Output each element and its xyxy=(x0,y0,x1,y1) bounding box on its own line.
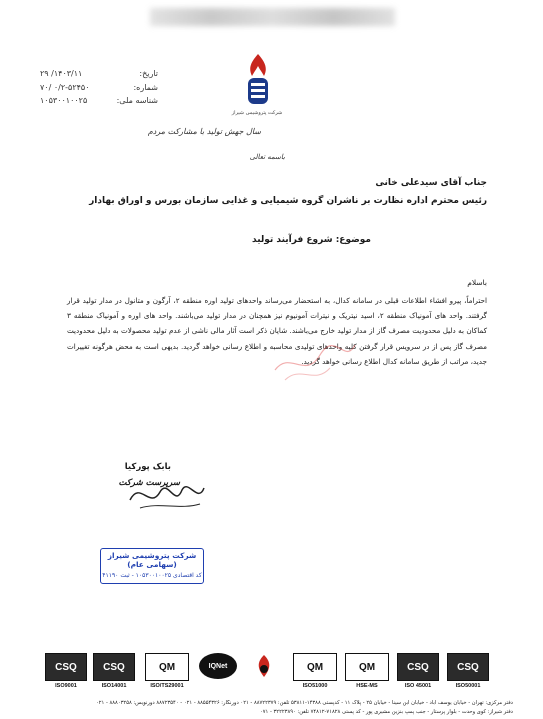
cert-label: HSE-MS xyxy=(356,683,378,689)
redacted-strip xyxy=(150,8,395,26)
iqnet-logo-icon: IQNet xyxy=(199,653,237,679)
opening-invocation: باسمه تعالی xyxy=(249,153,285,161)
watermark-scribble-icon xyxy=(270,330,360,390)
date-value: ۱۴۰۳/۱۱/ ۲۹ xyxy=(40,69,83,78)
addressee: جناب آقای سیدعلی خانی xyxy=(375,178,487,188)
date-row xyxy=(40,67,158,81)
national-id-row xyxy=(40,94,158,108)
handwritten-signature-icon xyxy=(120,470,210,520)
cert-iso45001 xyxy=(397,653,439,689)
certification-strip xyxy=(45,653,495,693)
csq-logo-icon: CSQ xyxy=(397,653,439,681)
national-id-value: ۱۰۵۳۰۰۱۰۰۲۵ xyxy=(40,96,88,105)
date-label: تاریخ: xyxy=(139,69,158,78)
qm-logo-icon: QM xyxy=(145,653,189,681)
number-label: شماره: xyxy=(133,82,158,92)
cert-label: ISO51000 xyxy=(302,683,328,689)
cert-label: ISO14001 xyxy=(101,683,127,689)
footer-shiraz-office: دفتر شیراز: کوی وحدت - بلوار پرستار - جنب پمپ بنزین مشیری پور - کد پستی ۷۱۸۲۸-۷۴۸۱۲ تلفن: ۳۲۲۲۳۸۹۰ - ۰۷۱ xyxy=(259,709,513,715)
number-value: ۰/۲-۵۲۴۵۰ /۷۰ xyxy=(40,82,90,92)
greeting: باسلام xyxy=(467,278,487,287)
cert-iso50001 xyxy=(447,653,489,689)
qm-logo-icon: QM xyxy=(345,653,389,681)
logo-caption: شرکت پتروشیمی شیراز xyxy=(231,110,283,116)
addressee-role: رئیس محترم اداره نظارت بر ناشران گروه شیمیایی و غذایی سازمان بورس و اوراق بهادار xyxy=(89,196,487,206)
cert-badge xyxy=(250,653,278,685)
signatory-name: بابک پورکیا xyxy=(124,462,171,472)
subject-line: موضوع: شروع فرآیند تولید xyxy=(252,235,371,245)
cert-label: ISO 45001 xyxy=(404,683,432,689)
cert-label: ISO/TS29001 xyxy=(150,683,184,689)
national-id-label: شناسه ملی: xyxy=(116,96,158,105)
qm-logo-icon: QM xyxy=(293,653,337,681)
stamp-registration: کد اقتصادی ۱۰۵۳۰۰۱۰۰۲۵ - ثبت ۴۱۱۹۰ xyxy=(102,572,202,579)
cert-iso14001 xyxy=(93,653,135,689)
cert-iso-ts29001 xyxy=(145,653,189,689)
cert-label: ISO9001 xyxy=(55,683,77,689)
letter-metadata xyxy=(40,67,158,108)
number-row xyxy=(40,81,158,95)
flame-badge-icon xyxy=(250,653,278,679)
motto: سال جهش تولید با مشارکت مردم xyxy=(147,127,261,136)
cert-label: ISO50001 xyxy=(455,683,481,689)
csq-logo-icon: CSQ xyxy=(93,653,135,681)
csq-logo-icon: CSQ xyxy=(45,653,87,681)
letter-body: احتراماً، پیرو افشاء اطلاعات قبلی در سامانه کدال، به استحضار می‌رساند واحدهای تولید اوره منطقه ۲، آرگون و متانول در مدار تولید قرار گرفتند. واحد های آمونیاک منطقه ۲، اسید نیتریک و نیترات آمونیوم نیز همچنان در مدار تولید می‌باشند. واحد های اوره و آمونیاک منطقه ۳ کماکان به دلیل محدودیت مصرف گاز از مدار تولید خارج می‌باشند. شایان ذکر است آثار مالی ناشی از عدم تولید محصولات به دلیل محدودیت مصرف گاز پس از در سرویس قرار گرفتن کلیه واحدهای تولیدی محاسبه و اطلاع رسانی خواهد گردید. بدیهی است به محض هرگونه تغییرات جدید، مراتب از طریق سامانه کدال اطلاع رسانی خواهد گردید. xyxy=(67,296,487,366)
company-logo-icon xyxy=(238,50,278,114)
cert-hse-ms xyxy=(345,653,389,689)
signatory-title: سرپرست شرکت xyxy=(118,478,180,488)
footer-head-office: دفتر مرکزی: تهران - خیابان یوسف آباد - خیابان ابن سینا - خیابان ۲۵ - پلاک ۱۱ - کدپستی ۱۴۳۸۸-۵۳۸۱۱ تلفن: ۸۸۷۲۲۳۷۹ - ۰۲۱ دورنگار: ۸۸۵۵۴۳۲۶ - ۰۲۱ - ۸۸۷۲۳۵۴۰ دورنویس: ۸۸۸۰۳۲۵۸ - ۰۲۱ xyxy=(95,700,513,706)
cert-iqnet xyxy=(199,653,237,681)
cert-iso51000 xyxy=(293,653,337,689)
stamp-name: شرکت پتروشیمی شیراز (سهامی عام) xyxy=(107,551,197,569)
csq-logo-icon: CSQ xyxy=(447,653,489,681)
company-stamp xyxy=(100,548,204,584)
cert-iso9001 xyxy=(45,653,87,689)
